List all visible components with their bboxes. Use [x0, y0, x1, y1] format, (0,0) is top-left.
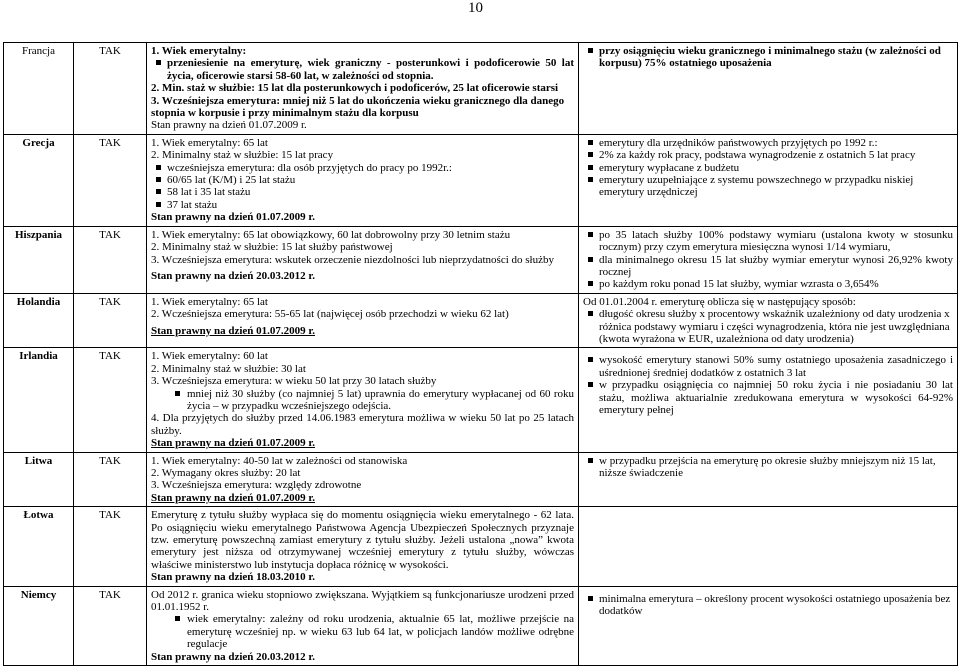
benefit-cell: minimalna emerytura – określony procent wysokości ostatniego uposażenia bez dodatków — [579, 586, 958, 665]
tak-cell: TAK — [74, 348, 147, 452]
table-row — [4, 586, 958, 665]
tak-cell: TAK — [74, 134, 147, 226]
tak-cell: TAK — [74, 226, 147, 293]
table-row — [4, 134, 958, 226]
conditions-cell: 1. Wiek emerytalny: 65 lat 2. Minimalny staż w służbie: 15 lat pracy wcześniejsza emerytura: dla osób przyjętych do pracy po 1992r.: 60/65 lat (K/M) i 25 lat stażu 58 lat i 35 lat stażu 37 lat stażu Stan prawny na dzień 01.07.2009 r. — [147, 134, 579, 226]
tak-cell: TAK — [74, 507, 147, 586]
benefit-cell: w przypadku przejścia na emeryturę po okresie służby mniejszym niż 15 lat, niższe świadczenie — [579, 452, 958, 507]
benefit-cell: emerytury dla urzędników państwowych przyjętych po 1992 r.: 2% za każdy rok pracy, podstawa wynagrodzenie z ostatnich 5 lat pracy emerytury wypłacane z budżetu emerytury uzupełniające z systemu powszechnego w przypadku niskiej emerytury urzędniczej — [579, 134, 958, 226]
country-cell: Irlandia — [4, 348, 74, 452]
country-cell: Łotwa — [4, 507, 74, 586]
benefit-cell — [579, 507, 958, 586]
conditions-cell: 1. Wiek emerytalny: przeniesienie na emeryturę, wiek graniczny - posterunkowi i podoficerowie 50 lat życia, oficerowie starsi 58-60 lat, w zależności od stopnia. 2. Min. staż w służbie: 15 lat dla posterunkowych i podoficerów, 25 lat oficerowie starsi 3. Wcześniejsza emerytura: mniej niż 5 lat do ukończenia wieku granicznego dla danego stopnia w korpusie i przy minimalnym stażu dla korpusu Stan prawny na dzień 01.07.2009 r. — [147, 43, 579, 135]
table-row — [4, 452, 958, 507]
benefit-cell: po 35 latach służby 100% podstawy wymiaru (ustalona kwoty w stosunku rocznym) przy czym emerytura miesięczna wynosi 1/14 wymiaru, dla minimalnego okresu 15 lat służby wymiar emerytur wynosi 26,92% kwoty rocznej po każdym roku ponad 15 lat służby, wymiar wzrasta o 3,654% — [579, 226, 958, 293]
conditions-cell: 1. Wiek emerytalny: 60 lat 2. Minimalny staż w służbie: 30 lat 3. Wcześniejsza emerytura: w wieku 50 lat przy 30 latach służby mniej niż 30 służby (co najmniej 5 lat) uprawnia do emerytury wypłacanej od 60 roku życia – w przypadku wcześniejszego odejścia. 4. Dla przyjętych do służby przed 14.06.1983 emerytura możliwa w wieku 50 lat po 25 latach służby. Stan prawny na dzień 01.07.2009 r. — [147, 348, 579, 452]
table-row — [4, 226, 958, 293]
country-cell: Hiszpania — [4, 226, 74, 293]
conditions-cell: Emeryturę z tytułu służby wypłaca się do momentu osiągnięcia wieku emerytalnego - 62 lata. Po osiągnięciu wieku emerytalnego Państwowa Agencja Ubezpieczeń Społecznych przyznaje tzw. emeryturę powszechną zamiast emerytury z tytułu służby. Jeżeli ustalona „nowa” kwota emerytury jest niższa od otrzymywanej wcześniej emerytury z tytułu służby, wówczas właściwe ministerstwo lub instytucja dopłaca różnicę w wysokości. Stan prawny na dzień 18.03.2010 r. — [147, 507, 579, 586]
country-cell: Holandia — [4, 293, 74, 348]
table-row — [4, 507, 958, 586]
tak-cell: TAK — [74, 293, 147, 348]
benefit-cell: Od 01.01.2004 r. emeryturę oblicza się w następujący sposób: długość okresu służby x procentowy wskaźnik uzależniony od daty urodzenia x różnica podstawy wymiaru i części wynagrodzenia, która nie jest uwzględniana (kwota wyrażona w EUR, uzależniona od daty urodzenia) — [579, 293, 958, 348]
tak-cell: TAK — [74, 452, 147, 507]
page-number: 10 — [468, 0, 483, 16]
conditions-cell: 1. Wiek emerytalny: 65 lat 2. Wcześniejsza emerytura: 55-65 lat (najwięcej osób przechodzi w wieku 62 lat) Stan prawny na dzień 01.07.2009 r. — [147, 293, 579, 348]
country-cell: Grecja — [4, 134, 74, 226]
country-cell: Niemcy — [4, 586, 74, 665]
table-row — [4, 43, 958, 135]
country-cell: Francja — [4, 43, 74, 135]
benefit-cell: przy osiągnięciu wieku granicznego i minimalnego stażu (w zależności od korpusu) 75% ostatniego uposażenia — [579, 43, 958, 135]
table-row — [4, 293, 958, 348]
benefit-cell: wysokość emerytury stanowi 50% sumy ostatniego uposażenia zasadniczego i uśrednionej średniej dodatków z ostatnich 3 lat w przypadku osiągnięcia co najmniej 50 roku życia i nie posiadaniu 30 lat stażu, możliwa aktuarialnie zredukowana emerytura w wysokości 64-92% emerytury pełnej — [579, 348, 958, 452]
country-cell: Litwa — [4, 452, 74, 507]
conditions-cell: 1. Wiek emerytalny: 40-50 lat w zależności od stanowiska 2. Wymagany okres służby: 20 lat 3. Wcześniejsza emerytura: względy zdrowotne Stan prawny na dzień 01.07.2009 r. — [147, 452, 579, 507]
table-row — [4, 348, 958, 452]
tak-cell: TAK — [74, 43, 147, 135]
pension-comparison-table — [3, 42, 958, 666]
conditions-cell: Od 2012 r. granica wieku stopniowo zwiększana. Wyjątkiem są funkcjonariusze urodzeni przed 01.01.1952 r. wiek emerytalny: zależny od roku urodzenia, aktualnie 65 lat, możliwe przejście na emeryturę wcześniej np. w wieku 63 lub 64 lat, w policjach landów możliwe odrębne regulacje Stan prawny na dzień 20.03.2012 r. — [147, 586, 579, 665]
conditions-cell: 1. Wiek emerytalny: 65 lat obowiązkowy, 60 lat dobrowolny przy 30 letnim stażu 2. Minimalny staż w służbie: 15 lat służby państwowej 3. Wcześniejsza emerytura: wskutek orzeczenie niezdolności lub nieprzydatności do służby Stan prawny na dzień 20.03.2012 r. — [147, 226, 579, 293]
tak-cell: TAK — [74, 586, 147, 665]
